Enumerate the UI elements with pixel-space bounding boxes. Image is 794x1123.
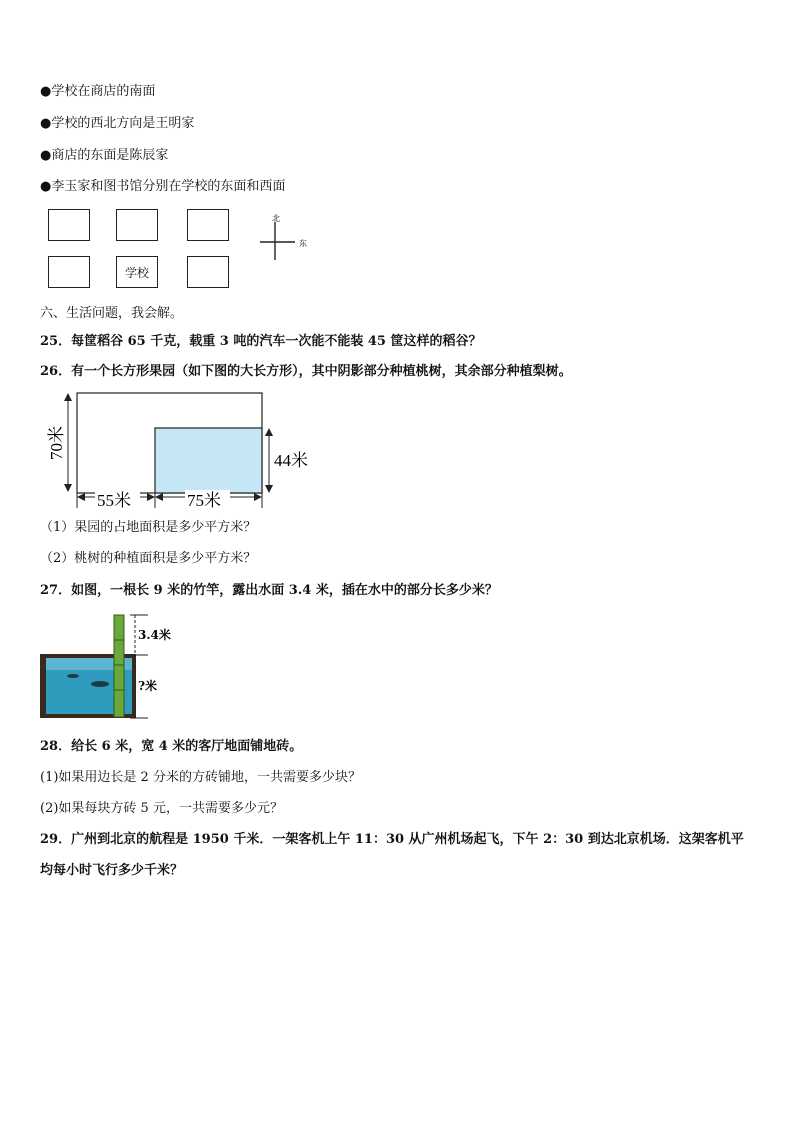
q26-sub1: （1）果园的占地面积是多少平方米？ <box>40 520 257 535</box>
q29-line1: 29．广州到北京的航程是 1950 千米．一架客机上午 11：30 从广州机场起飞，下午 2：30 到达北京机场．这架客机平 <box>40 832 744 847</box>
compass-icon <box>255 212 315 264</box>
orchard-diagram <box>40 388 330 516</box>
below-water-label: ?米 <box>138 679 158 693</box>
q29-line2: 均每小时飞行多少千米？ <box>40 863 184 878</box>
bamboo-diagram <box>38 610 178 722</box>
above-water-label: 3.4米 <box>138 628 171 642</box>
map-box-6 <box>187 256 229 288</box>
left-width-label: 55米 <box>97 491 131 510</box>
clue-1: ●学校在商店的南面 <box>40 84 156 99</box>
map-box-1 <box>48 209 90 241</box>
map-box-school <box>116 256 158 288</box>
q26-sub2: （2）桃树的种植面积是多少平方米？ <box>40 551 257 566</box>
peach-area <box>155 428 262 493</box>
map-box-2 <box>116 209 158 241</box>
height-label: 70米 <box>47 426 66 460</box>
q28: 28．给长 6 米，宽 4 米的客厅地面铺地砖。 <box>40 739 303 754</box>
q26: 26．有一个长方形果园（如下图的大长方形），其中阴影部分种植桃树，其余部分种植梨树。 <box>40 364 572 379</box>
clue-4: ●李玉家和图书馆分别在学校的东面和西面 <box>40 179 286 194</box>
map-box-3 <box>187 209 229 241</box>
bamboo-pole <box>114 615 124 717</box>
compass-north: 北 <box>272 214 280 223</box>
compass-east: 东 <box>299 239 307 248</box>
shade-height-label: 44米 <box>274 451 308 470</box>
section-6-heading: 六、生活问题，我会解。 <box>40 306 184 321</box>
q27: 27．如图，一根长 9 米的竹竿，露出水面 3.4 米，插在水中的部分长多少米？ <box>40 583 498 598</box>
clue-2: ●学校的西北方向是王明家 <box>40 116 195 131</box>
shade-width-label: 75米 <box>187 491 221 510</box>
clue-3: ●商店的东面是陈辰家 <box>40 148 169 163</box>
q28-sub2: (2)如果每块方砖 5 元，一共需要多少元？ <box>40 801 283 816</box>
map-box-4 <box>48 256 90 288</box>
q25: 25．每筐稻谷 65 千克，载重 3 吨的汽车一次能不能装 45 筐这样的稻谷？ <box>40 334 482 349</box>
school-label: 学校 <box>124 265 149 280</box>
q28-sub1: (1)如果用边长是 2 分米的方砖铺地，一共需要多少块？ <box>40 770 361 785</box>
